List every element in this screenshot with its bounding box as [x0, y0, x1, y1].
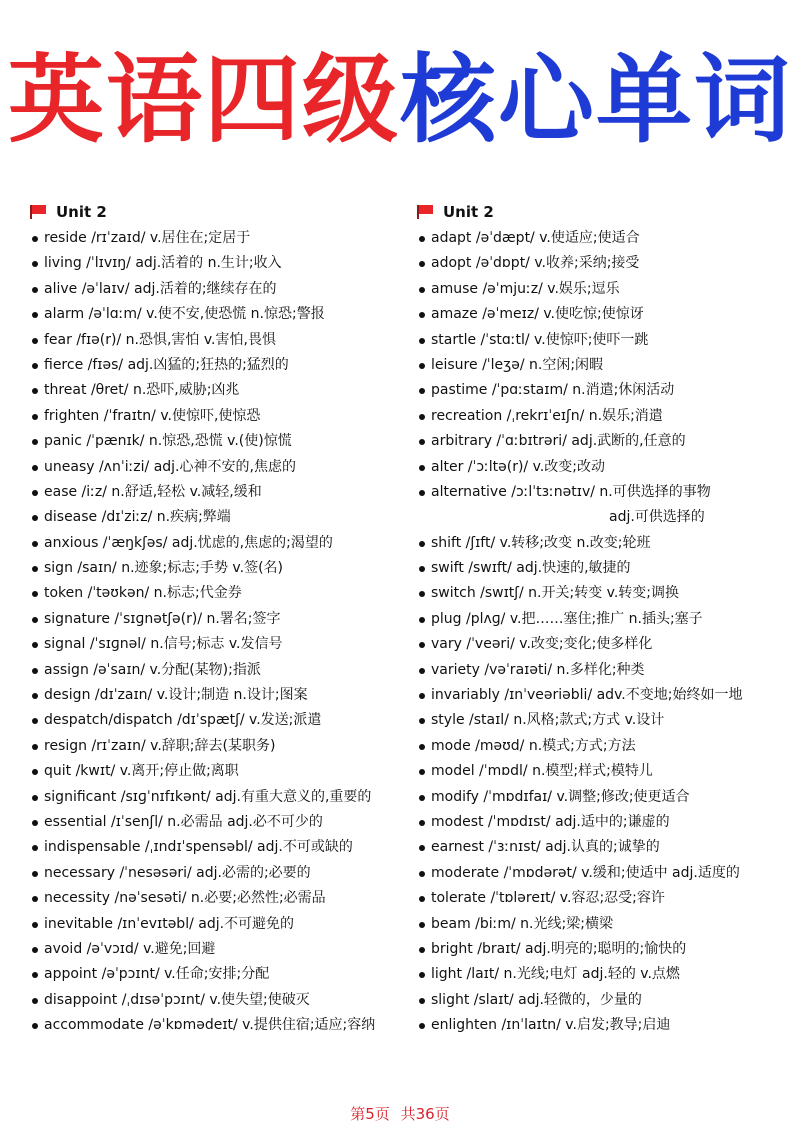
unit-label: Unit 2	[56, 203, 107, 221]
list-item: fear /fɪə(r)/ n.恐惧,害怕 v.害怕,畏惧	[30, 328, 415, 353]
list-item-continuation: adj.可供选择的	[609, 509, 705, 526]
bullet-icon	[419, 693, 425, 699]
list-item: mode /məʊd/ n.模式;方式;方法	[417, 734, 787, 759]
word-list	[30, 226, 415, 1039]
list-item: reside /rɪˈzaɪd/ v.居住在;定居于	[30, 226, 415, 251]
bullet-icon	[32, 896, 38, 902]
bullet-icon	[32, 388, 38, 394]
bullet-icon	[419, 769, 425, 775]
bullet-icon	[419, 668, 425, 674]
list-item: living /ˈlɪvɪŋ/ adj.活着的 n.生计;收入	[30, 251, 415, 276]
list-item: light /laɪt/ n.光线;电灯 adj.轻的 v.点燃	[417, 962, 787, 987]
bullet-icon	[32, 744, 38, 750]
list-item: amaze /əˈmeɪz/ v.使吃惊;使惊讶	[417, 302, 787, 327]
bullet-icon	[419, 845, 425, 851]
list-item: enlighten /ɪnˈlaɪtn/ v.启发;教导;启迪	[417, 1013, 787, 1038]
list-item: invariably /ɪnˈveəriəbli/ adv.不变地;始终如一地	[417, 683, 787, 708]
bullet-icon	[32, 566, 38, 572]
bullet-icon	[419, 439, 425, 445]
bullet-icon	[32, 795, 38, 801]
bullet-icon	[32, 998, 38, 1004]
bullet-icon	[419, 617, 425, 623]
list-item: signal /ˈsɪɡnəl/ n.信号;标志 v.发信号	[30, 632, 415, 657]
list-item: frighten /ˈfraɪtn/ v.使惊吓,使惊恐	[30, 404, 415, 429]
list-item: fierce /fɪəs/ adj.凶猛的;狂热的;猛烈的	[30, 353, 415, 378]
list-item: leisure /ˈleʒə/ n.空闲;闲暇	[417, 353, 787, 378]
list-item: style /staɪl/ n.风格;款式;方式 v.设计	[417, 708, 787, 733]
list-item: adopt /əˈdɒpt/ v.收养;采纳;接受	[417, 251, 787, 276]
bullet-icon	[419, 388, 425, 394]
list-item: significant /sɪɡˈnɪfɪkənt/ adj.有重大意义的,重要的	[30, 785, 415, 810]
bullet-icon	[32, 769, 38, 775]
bullet-icon	[419, 820, 425, 826]
list-item: modify /ˈmɒdɪfaɪ/ v.调整;修改;使更适合	[417, 785, 787, 810]
list-item: appoint /əˈpɔɪnt/ v.任命;安排;分配	[30, 962, 415, 987]
bullet-icon	[419, 236, 425, 242]
list-item: essential /ɪˈsenʃl/ n.必需品 adj.必不可少的	[30, 810, 415, 835]
list-item: beam /biːm/ n.光线;梁;横梁	[417, 912, 787, 937]
bullet-icon	[419, 591, 425, 597]
bullet-icon	[419, 922, 425, 928]
bullet-icon	[419, 287, 425, 293]
bullet-icon	[32, 261, 38, 267]
list-item: design /dɪˈzaɪn/ v.设计;制造 n.设计;图案	[30, 683, 415, 708]
bullet-icon	[32, 515, 38, 521]
bullet-icon	[419, 718, 425, 724]
list-item: token /ˈtəʊkən/ n.标志;代金券	[30, 581, 415, 606]
bullet-icon	[419, 642, 425, 648]
list-item: shift /ʃɪft/ v.转移;改变 n.改变;轮班	[417, 531, 787, 556]
bullet-icon	[32, 972, 38, 978]
list-item: pastime /ˈpɑːstaɪm/ n.消遣;休闲活动	[417, 378, 787, 403]
list-item: modest /ˈmɒdɪst/ adj.适中的;谦虚的	[417, 810, 787, 835]
list-item: alarm /əˈlɑːm/ v.使不安,使恐慌 n.惊恐;警报	[30, 302, 415, 327]
list-item: recreation /ˌrekrɪˈeɪʃn/ n.娱乐;消遣	[417, 404, 787, 429]
bullet-icon	[419, 541, 425, 547]
unit-heading	[30, 200, 415, 224]
bullet-icon	[32, 642, 38, 648]
bullet-icon	[32, 693, 38, 699]
bullet-icon	[32, 718, 38, 724]
bullet-icon	[419, 871, 425, 877]
bullet-icon	[32, 287, 38, 293]
list-item: bright /braɪt/ adj.明亮的;聪明的;愉快的	[417, 937, 787, 962]
unit-heading	[417, 200, 787, 224]
bullet-icon	[32, 871, 38, 877]
title-part-red: 英语四级	[8, 44, 400, 156]
list-item: necessary /ˈnesəsəri/ adj.必需的;必要的	[30, 861, 415, 886]
bullet-icon	[32, 363, 38, 369]
bullet-icon	[419, 490, 425, 496]
bullet-icon	[419, 947, 425, 953]
list-item: alter /ˈɔːltə(r)/ v.改变;改动	[417, 455, 787, 480]
list-item: arbitrary /ˈɑːbɪtrəri/ adj.武断的,任意的	[417, 429, 787, 454]
list-item: disappoint /ˌdɪsəˈpɔɪnt/ v.使失望;使破灭	[30, 988, 415, 1013]
unit-label: Unit 2	[443, 203, 494, 221]
bullet-icon	[32, 591, 38, 597]
bullet-icon	[419, 363, 425, 369]
bullet-icon	[32, 922, 38, 928]
list-item: quit /kwɪt/ v.离开;停止做;离职	[30, 759, 415, 784]
list-item: sign /saɪn/ n.迹象;标志;手势 v.签(名)	[30, 556, 415, 581]
bullet-icon	[419, 744, 425, 750]
bullet-icon	[32, 465, 38, 471]
list-item: slight /slaɪt/ adj.轻微的，少量的	[417, 988, 787, 1013]
bullet-icon	[419, 1023, 425, 1029]
list-item: anxious /ˈæŋkʃəs/ adj.忧虑的,焦虑的;渴望的	[30, 531, 415, 556]
word-list	[417, 226, 787, 1039]
list-item: alternative /ɔːlˈtɜːnətɪv/ n.可供选择的事物	[417, 480, 787, 505]
list-item: resign /rɪˈzaɪn/ v.辞职;辞去(某职务)	[30, 734, 415, 759]
left-column	[30, 200, 415, 1039]
list-item: alive /əˈlaɪv/ adj.活着的;继续存在的	[30, 277, 415, 302]
bullet-icon	[419, 338, 425, 344]
list-item: variety /vəˈraɪəti/ n.多样化;种类	[417, 658, 787, 683]
bullet-icon	[419, 972, 425, 978]
list-item: assign /əˈsaɪn/ v.分配(某物);指派	[30, 658, 415, 683]
bullet-icon	[32, 414, 38, 420]
list-item: avoid /əˈvɔɪd/ v.避免;回避	[30, 937, 415, 962]
list-item: tolerate /ˈtɒləreɪt/ v.容忍;忍受;容许	[417, 886, 787, 911]
bullet-icon	[419, 998, 425, 1004]
list-item: earnest /ˈɜːnɪst/ adj.认真的;诚挚的	[417, 835, 787, 860]
bullet-icon	[419, 795, 425, 801]
bullet-icon	[32, 617, 38, 623]
list-item: amuse /əˈmjuːz/ v.娱乐;逗乐	[417, 277, 787, 302]
list-item: despatch/dispatch /dɪˈspætʃ/ v.发送;派遣	[30, 708, 415, 733]
bullet-icon	[32, 338, 38, 344]
bullet-icon	[419, 566, 425, 572]
page-title	[0, 40, 800, 160]
list-item: panic /ˈpænɪk/ n.惊恐,恐慌 v.(使)惊慌	[30, 429, 415, 454]
list-item: uneasy /ʌnˈiːzi/ adj.心神不安的,焦虑的	[30, 455, 415, 480]
bullet-icon	[419, 414, 425, 420]
list-item: model /ˈmɒdl/ n.模型;样式;模特儿	[417, 759, 787, 784]
list-item: switch /swɪtʃ/ n.开关;转变 v.转变;调换	[417, 581, 787, 606]
list-item: disease /dɪˈziːz/ n.疾病;弊端	[30, 505, 415, 530]
list-item: signature /ˈsɪɡnətʃə(r)/ n.署名;签字	[30, 607, 415, 632]
list-item: threat /θret/ n.恐吓,威胁;凶兆	[30, 378, 415, 403]
bullet-icon	[419, 465, 425, 471]
list-item: moderate /ˈmɒdərət/ v.缓和;使适中 adj.适度的	[417, 861, 787, 886]
bullet-icon	[32, 236, 38, 242]
right-column	[417, 200, 787, 1039]
list-item: startle /ˈstɑːtl/ v.使惊吓;使吓一跳	[417, 328, 787, 353]
bullet-icon	[419, 896, 425, 902]
bullet-icon	[419, 312, 425, 318]
red-flag-icon	[417, 205, 435, 219]
bullet-icon	[32, 820, 38, 826]
title-part-blue: 核心单词	[400, 44, 792, 156]
bullet-icon	[32, 439, 38, 445]
list-item: plug /plʌɡ/ v.把……塞住;推广 n.插头;塞子	[417, 607, 787, 632]
bullet-icon	[32, 947, 38, 953]
bullet-icon	[32, 668, 38, 674]
page-number: 第5页 共36页	[350, 1105, 450, 1123]
list-item: necessity /nəˈsesəti/ n.必要;必然性;必需品	[30, 886, 415, 911]
list-item: ease /iːz/ n.舒适,轻松 v.减轻,缓和	[30, 480, 415, 505]
bullet-icon	[32, 490, 38, 496]
bullet-icon	[419, 261, 425, 267]
list-item: indispensable /ˌɪndɪˈspensəbl/ adj.不可或缺的	[30, 835, 415, 860]
list-item: inevitable /ɪnˈevɪtəbl/ adj.不可避免的	[30, 912, 415, 937]
red-flag-icon	[30, 205, 48, 219]
bullet-icon	[32, 541, 38, 547]
list-item: vary /ˈveəri/ v.改变;变化;使多样化	[417, 632, 787, 657]
list-item: adapt /əˈdæpt/ v.使适应;使适合	[417, 226, 787, 251]
bullet-icon	[32, 312, 38, 318]
bullet-icon	[32, 1023, 38, 1029]
list-item: swift /swɪft/ adj.快速的,敏捷的	[417, 556, 787, 581]
bullet-icon	[32, 845, 38, 851]
list-item: accommodate /əˈkɒmədeɪt/ v.提供住宿;适应;容纳	[30, 1013, 415, 1038]
